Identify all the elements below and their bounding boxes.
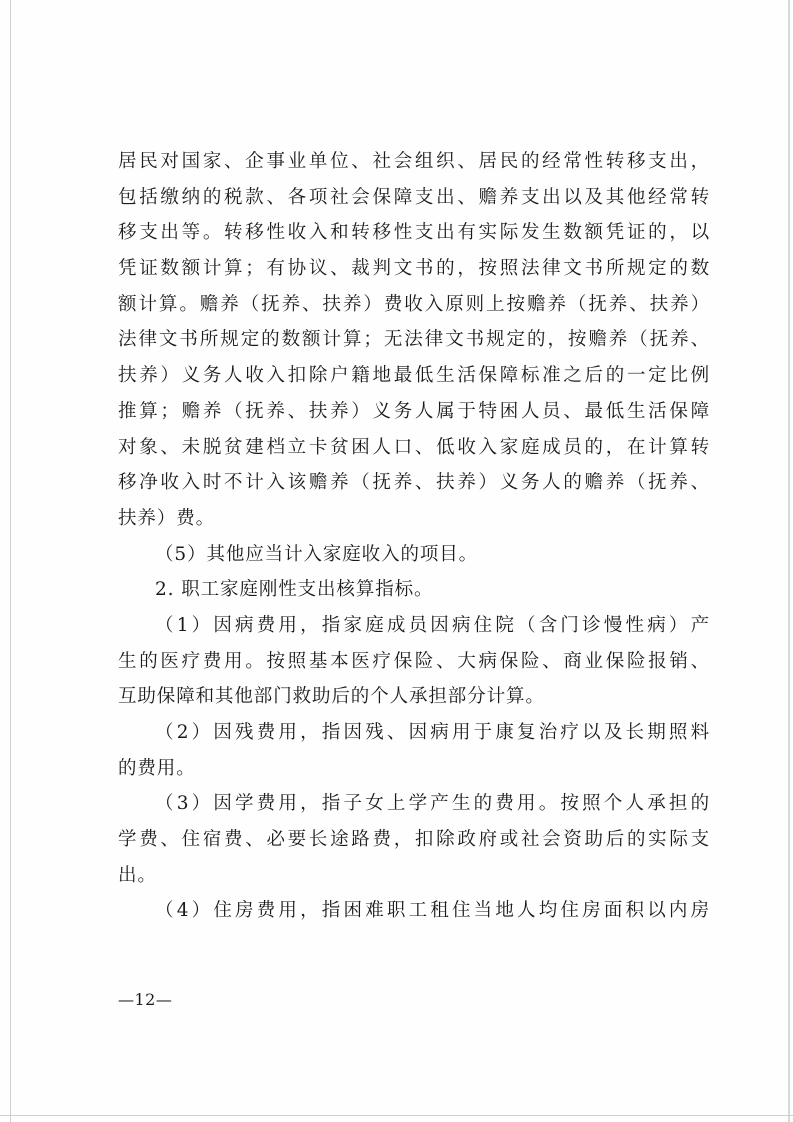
scan-edge-left	[10, 0, 11, 1122]
text-line: （1）因病费用，指家庭成员因病住院（含门诊慢性病）产	[155, 614, 710, 636]
text-line: 移净收入时不计入该赡养（抚养、扶养）义务人的赡养（抚养、	[118, 472, 710, 494]
text-line: 推算；赡养（抚养、扶养）义务人属于特困人员、最低生活保障	[118, 400, 710, 422]
text-line: （5）其他应当计入家庭收入的项目。	[155, 543, 479, 565]
text-line: 法律文书所规定的数额计算；无法律文书规定的，按赡养（抚养、	[118, 329, 710, 351]
page-number: —12—	[118, 990, 173, 1009]
body-text	[118, 144, 710, 929]
text-line: （2）因残费用，指因残、因病用于康复治疗以及长期照料	[155, 722, 710, 743]
text-line: 扶养）义务人收入扣除户籍地最低生活保障标准之后的一定比例	[118, 365, 710, 387]
text-line: 出。	[118, 864, 157, 886]
text-line: 学费、住宿费、必要长途路费，扣除政府或社会资助后的实际支	[118, 829, 710, 851]
text-line: 移支出等。转移性收入和转移性支出有实际发生数额凭证的，以	[118, 222, 710, 244]
text-line: 凭证数额计算；有协议、裁判文书的，按照法律文书所规定的数	[118, 258, 710, 280]
text-line: 生的医疗费用。按照基本医疗保险、大病保险、商业保险报销、	[118, 650, 710, 672]
scan-edge-right	[788, 0, 790, 1122]
text-line: 2. 职工家庭刚性支出核算指标。	[155, 579, 434, 601]
text-line: （4）住房费用，指困难职工租住当地人均住房面积以内房	[155, 900, 710, 922]
text-line: 对象、未脱贫建档立卡贫困人口、低收入家庭成员的，在计算转	[118, 436, 710, 458]
text-line: 扶养）费。	[118, 507, 216, 529]
text-line: 包括缴纳的税款、各项社会保障支出、赡养支出以及其他经常转	[118, 186, 710, 208]
text-line: 的费用。	[118, 757, 196, 779]
text-line: 居民对国家、企事业单位、社会组织、居民的经常性转移支出，	[118, 151, 710, 172]
text-line: （3）因学费用，指子女上学产生的费用。按照个人承担的	[155, 793, 710, 815]
text-line: 互助保障和其他部门救助后的个人承担部分计算。	[118, 686, 545, 708]
text-line: 额计算。赡养（抚养、扶养）费收入原则上按赡养（抚养、扶养）	[118, 293, 710, 315]
scan-edge-bottom	[0, 1115, 793, 1116]
